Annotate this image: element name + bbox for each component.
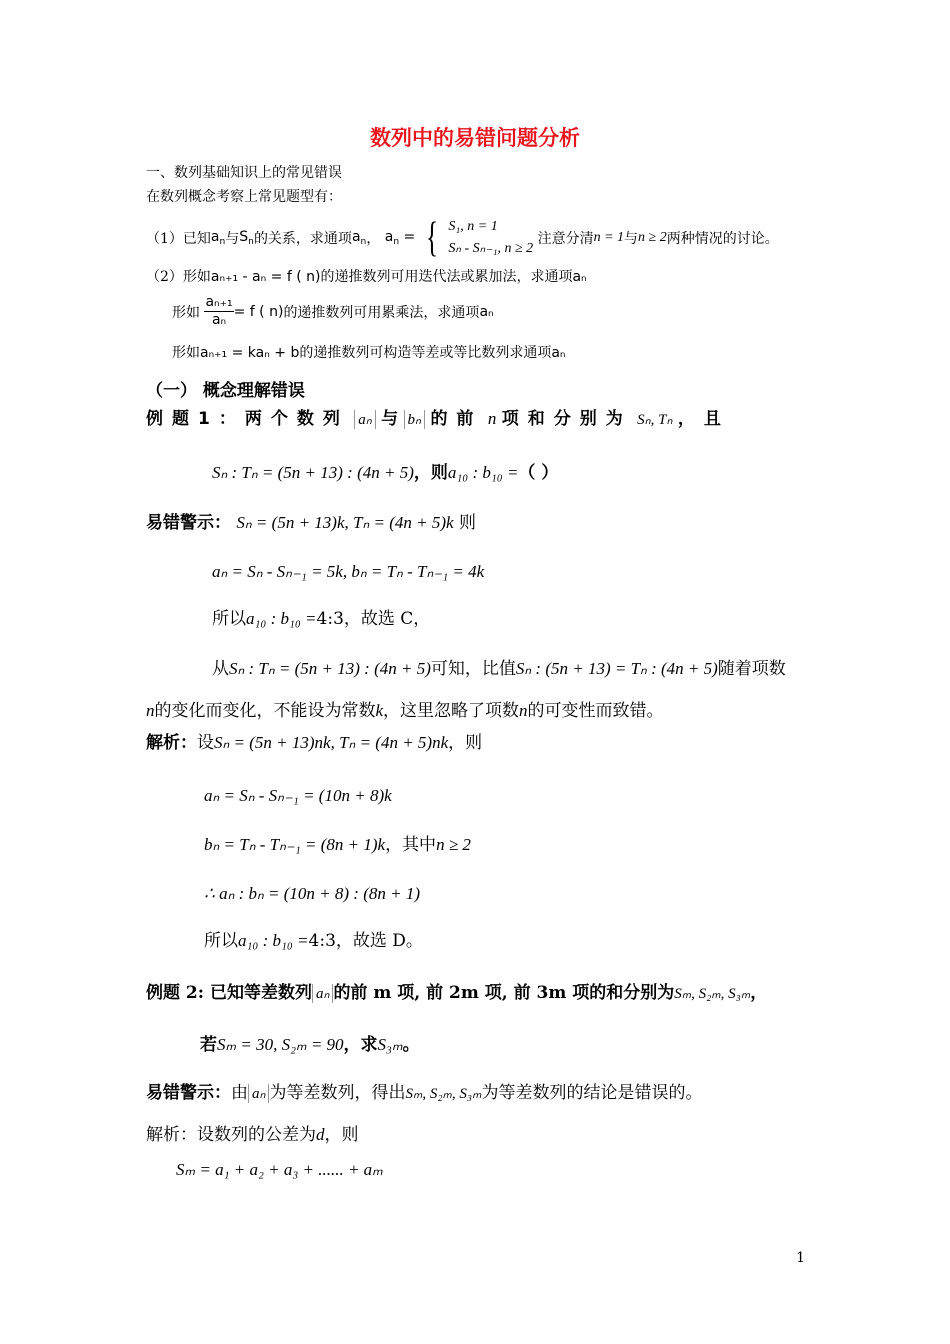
solution-1-line-5 [204,926,423,951]
page-number: 1 [796,1250,805,1266]
page-title: 数列中的易错问题分析 [370,126,580,150]
intro-item-2-line-1 [146,266,587,286]
example1-then: ，则 [413,463,448,483]
item1-seq-a2: $a_n$ [351,228,367,248]
solution-2-line-1 [146,1120,359,1145]
example-1-line-1 [146,404,730,429]
item2-line1-expr: aₙ₊₁ - aₙ = f ( n) [210,269,321,285]
solve1-l3-expr: bₙ = Tₙ - Tₙ₋₁ = (8n + 1)k [204,835,386,854]
example1-and: 与 [381,409,399,429]
warn1-label: 易错警示： [146,513,231,533]
item1-seq-s: $S_n$ [239,228,254,248]
example2-target: S₃ₘ [377,1035,403,1054]
solution-2-line-2: Sₘ = a₁ + a₂ + a₃ + ...... + aₘ [176,1160,383,1179]
solve1-l3-mid: ，其中 [385,835,437,855]
warn2-mid: 为等差数列，得出 [269,1083,406,1103]
item1-label: （1）已知 [146,231,211,247]
example2-comma: ， [750,983,768,1003]
item1-eq-lhs: $a_n$ = [384,228,416,248]
solution-1-line-3 [204,830,471,855]
warn1-then: 则 [458,513,476,533]
example1-text2: 的前 [430,409,483,429]
warn2-label: 易错警示： [146,1083,231,1103]
solve1-label: 解析： [146,733,197,753]
solution-1-line-1 [146,728,482,753]
warn1-line4-mid: 可知，比值 [430,659,516,679]
example1-ask: a₁₀ : b₁₀ = [447,463,519,482]
item2-line1-an: aₙ [572,269,587,285]
warn1-line5-text: 的变化而变化，不能设为常数 [154,701,376,721]
item2-line2-fraction [204,294,233,329]
item2-line3-expr: aₙ₊₁ = kaₙ + b [200,345,300,361]
solve1-l5-pre: 所以 [204,931,238,951]
solve2-text: 设数列的公差为 [197,1125,316,1145]
cases-brace-icon: { [425,215,438,261]
example1-label: 例题1：两个数列 [146,409,349,429]
item1-note-pre: 注意分清 [537,231,594,247]
solve1-l3-cond: n ≥ 2 [436,835,471,854]
warn2-seq: aₙ [248,1084,269,1103]
item1-mid1: 与 [225,231,240,247]
example1-paren: （ ） [518,463,559,483]
example1-n: n [487,409,497,428]
item1-note-post: 两种情况的讨论。 [666,231,779,247]
warning-1-line-5 [146,696,664,721]
example2-ask: ，求 [343,1035,378,1055]
item1-note-and: 与 [624,231,639,247]
item2-line2-pre: 形如 [172,304,200,321]
intro-lead: 在数列概念考察上常见题型有： [146,189,342,205]
example1-text4: ，且 [677,409,730,429]
example1-seq-b: bₙ [404,410,425,429]
warn1-line4-expr2: Sₙ : (5n + 13) = Tₙ : (4n + 5) [515,659,718,678]
item2-line2-rhs: = f ( n) [233,303,284,320]
warn2-post: 为等差数列的结论是错误的。 [481,1083,703,1103]
warn1-line4-post: 随着项数 [717,659,786,679]
solve2-d: d [316,1125,325,1144]
warning-1-line-4 [212,654,786,679]
item2-line1-pre: （2）形如 [146,269,211,285]
solve1-set: 设 [197,733,214,753]
example2-seq: aₙ [312,984,333,1003]
item2-line3-post: 的递推数列可构造等差或等比数列求通项 [299,345,552,361]
item2-line2-post: 的递推数列可用累乘法，求通项 [283,304,480,321]
intro-item-2-line-2 [172,294,494,329]
example-1-line-2 [212,458,558,483]
intro-item-1 [146,216,779,260]
item1-comma: ， [366,231,381,247]
item1-mid2: 的关系，求通项 [253,231,352,247]
example2-cond: Sₘ = 30, S₂ₘ = 90 [217,1035,344,1054]
warn1-line5-n: n [146,701,155,720]
warn1-line5-post: ，这里忽略了项数 [383,701,520,721]
item2-line3-pre: 形如 [172,345,200,361]
item1-case-1: S₁, n = 1 [448,219,498,234]
warn1-line5-k: k [375,701,384,720]
item2-line3-an: aₙ [551,345,566,361]
warn2-from: 由 [231,1083,248,1103]
example1-ratio: Sₙ : Tₙ = (5n + 13) : (4n + 5) [212,463,414,482]
example2-text: 的前 m 项, 前 2m 项, 前 3m 项的和分别为 [333,983,675,1003]
warning-2-line-1 [146,1078,702,1103]
example-2-line-2 [200,1030,420,1055]
solve1-expr: Sₙ = (5n + 13)nk, Tₙ = (4n + 5)nk [214,733,449,752]
example2-label: 例题 2: 已知等差数列 [146,983,312,1003]
warn1-line3-pre: 所以 [212,609,246,629]
solve2-then: ，则 [324,1125,359,1145]
item1-note-cond1: n = 1 [593,230,625,245]
example1-seq-a: aₙ [354,410,375,429]
solve1-then: ，则 [448,733,483,753]
warn2-sums: Sₘ, S₂ₘ, S₃ₘ [405,1086,482,1102]
warn1-line4-expr: Sₙ : Tₙ = (5n + 13) : (4n + 5) [229,659,431,678]
solve2-label: 解析： [146,1125,197,1145]
example2-sums: Sₘ, S₂ₘ, S₃ₘ [674,986,751,1002]
warn1-expr: Sₙ = (5n + 13)k, Tₙ = (4n + 5)k [236,513,454,532]
warn1-line3-expr: a₁₀ : b₁₀ = [246,609,317,628]
item1-cases [448,216,533,260]
solve1-l5-expr: a₁₀ : b₁₀ = [238,931,309,950]
warning-1-line-3 [212,604,430,629]
example-2-line-1 [146,978,767,1003]
warn1-line3-post: 4:3，故选 C， [316,609,431,629]
item2-fraction-numerator: aₙ₊₁ [205,294,233,310]
item1-case-2: Sₙ - Sₙ₋₁, n ≥ 2 [448,241,534,256]
item1-note-cond2: n ≥ 2 [638,230,667,245]
intro-item-2-line-3 [172,342,566,362]
warn1-line4-pre: 从 [212,659,229,679]
example1-sums: Sₙ, Tₙ [637,412,673,428]
example2-if: 若 [200,1035,217,1055]
warning-1-line-1 [146,508,476,533]
solution-1-line-4: ∴ aₙ : bₙ = (10n + 8) : (8n + 1) [204,884,420,903]
item2-fraction-denominator: aₙ [211,312,227,328]
section-heading-1: （一） 概念理解错误 [146,381,305,401]
item1-seq-a: $a_n$ [210,228,226,248]
item2-line1-post: 的递推数列可用迭代法或累加法，求通项 [320,269,573,285]
example2-end: 。 [402,1035,420,1055]
intro-heading: 一、数列基础知识上的常见错误 [146,165,342,181]
warn1-line5-n2: n [519,701,528,720]
item2-line2-an: aₙ [479,303,494,320]
solve1-l5-post: 4:3，故选 D。 [308,931,423,951]
warning-1-line-2: aₙ = Sₙ - Sₙ₋₁ = 5k, bₙ = Tₙ - Tₙ₋₁ = 4k [212,562,485,581]
example1-text3: 项和分别为 [501,409,632,429]
solution-1-line-2: aₙ = Sₙ - Sₙ₋₁ = (10n + 8)k [204,786,392,805]
warn1-line5-end: 的可变性而致错。 [527,701,664,721]
